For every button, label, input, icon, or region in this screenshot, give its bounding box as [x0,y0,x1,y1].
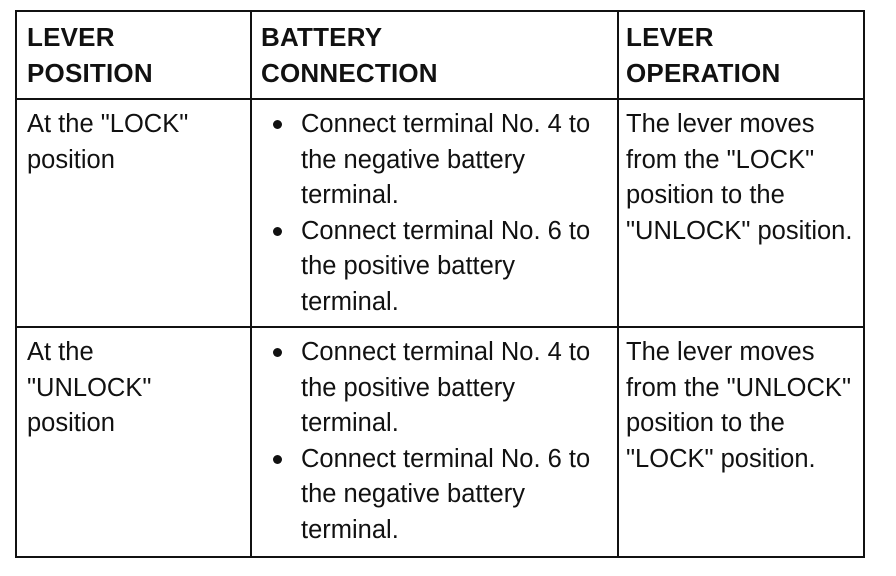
header-battery-connection [261,12,611,91]
header-lever-operation-line-1: LEVER [626,22,714,52]
connection-list [261,107,611,320]
table-row [17,328,863,558]
bullet-icon [273,455,282,464]
column-divider [617,328,619,558]
list-item [261,442,611,549]
bullet-icon [273,348,282,357]
bullet-icon [273,227,282,236]
column-divider [617,12,619,98]
lever-operation-cell: The lever moves from the "UNLOCK" position to the "LOCK" position. [626,338,851,473]
header-battery-connection-line-2: CONNECTION [261,58,438,88]
column-divider [250,12,252,98]
lever-position-cell: At the "UNLOCK" position [27,338,152,437]
bullet-icon [273,120,282,129]
column-divider [250,100,252,326]
connection-step-text: Connect terminal No. 4 to the positive battery terminal. [301,338,591,437]
header-lever-position [27,12,245,91]
column-divider [250,328,252,558]
list-item [261,107,611,214]
battery-connection-cell [261,328,611,548]
connection-step-text: Connect terminal No. 6 to the negative battery terminal. [301,444,591,544]
battery-connection-cell [261,100,611,320]
connection-step-text: Connect terminal No. 6 to the positive battery terminal. [301,216,591,316]
list-item [261,335,611,442]
header-lever-position-line-2: POSITION [27,58,153,88]
header-battery-connection-line-1: BATTERY [261,22,383,52]
lever-operation-cell: The lever moves from the "LOCK" position to the "UNLOCK" position. [626,110,853,245]
column-divider [617,100,619,326]
header-lever-position-line-1: LEVER [27,22,115,52]
header-lever-operation [626,12,862,91]
lever-operation-table [15,10,865,558]
connection-step-text: Connect terminal No. 4 to the negative battery terminal. [301,110,591,209]
table-header-row [17,12,863,100]
list-item [261,214,611,321]
header-lever-operation-line-2: OPERATION [626,58,781,88]
lever-position-cell: At the "LOCK" position [27,110,189,174]
connection-list [261,335,611,548]
table-row [17,100,863,328]
